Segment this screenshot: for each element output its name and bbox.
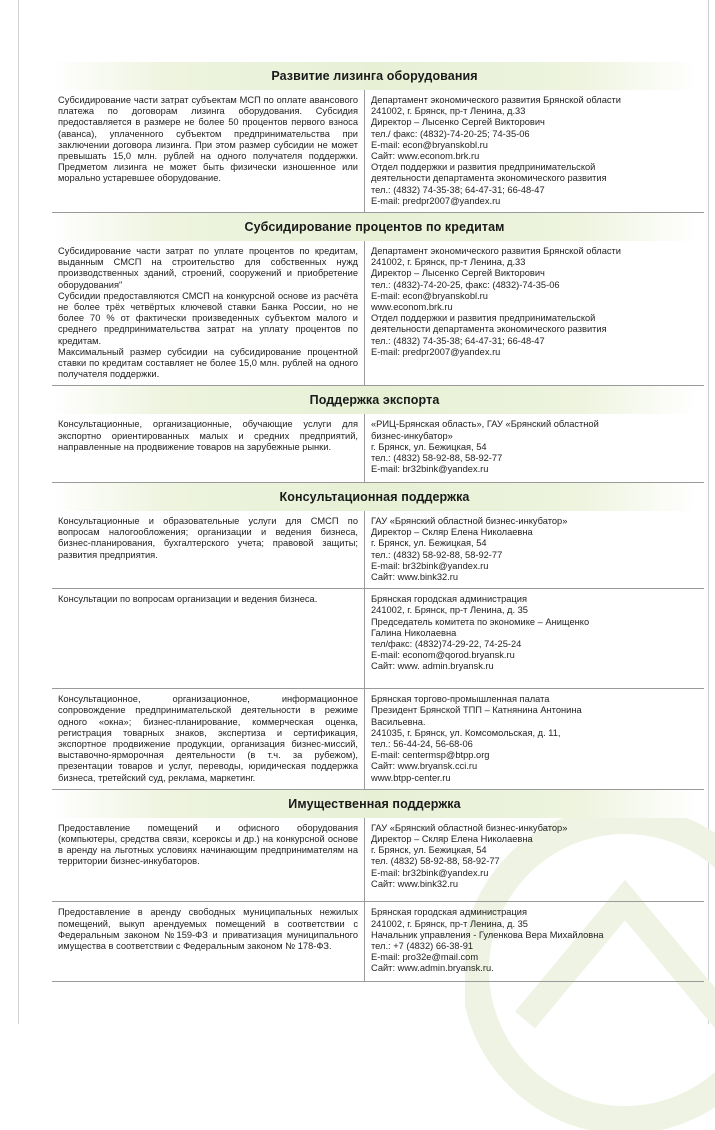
support-description bbox=[52, 414, 365, 482]
contact-line: тел/факс: (4832)74-29-22, 74-25-24 bbox=[371, 639, 522, 649]
contact-line: Директор – Лысенко Сергей Викторович bbox=[371, 268, 545, 279]
contact-line: 241002, г. Брянск, пр-т Ленина, д. 35 bbox=[371, 605, 528, 616]
contact-line: Директор – Скляр Елена Николаевна bbox=[371, 834, 533, 845]
section-title: Поддержка экспорта bbox=[309, 393, 440, 408]
contact-line: 241035, г. Брянск, ул. Комсомольская, д. 11, bbox=[371, 727, 561, 738]
section-table bbox=[52, 511, 704, 790]
support-description bbox=[52, 90, 365, 213]
contact-link[interactable]: Сайт: www.bink32.ru bbox=[371, 571, 459, 582]
contact-line: Галина Николаевна bbox=[371, 627, 457, 638]
contact-link[interactable]: E-mail: centermsp@btpp.org bbox=[371, 750, 490, 761]
table-row bbox=[52, 511, 704, 589]
contact-line: Департамент экономического развития Брянской области bbox=[371, 95, 621, 105]
contact-info bbox=[365, 689, 705, 790]
description-paragraph: Предоставление в аренду свободных муниципальных нежилых помещений, выкуп арендуемых помещений в соответствии с Федеральным законом №159-ФЗ и приватизация муниципального имущества в соответствии с Федеральным законом № 178-ФЗ. bbox=[58, 907, 358, 951]
contact-link[interactable]: Сайт: www.bink32.ru bbox=[371, 878, 459, 889]
contact-link[interactable]: E-mail: econom@qorod.bryansk.ru bbox=[371, 650, 515, 661]
contact-link[interactable]: E-mail: econ@bryanskobl.ru bbox=[371, 139, 488, 150]
contact-line: бизнес-инкубатор» bbox=[371, 430, 453, 441]
contact-link[interactable]: Сайт: www.bryansk.cci.ru bbox=[371, 761, 478, 772]
contact-line: тел.: (4832) 58-92-88, 58-92-77 bbox=[371, 453, 503, 464]
contact-line: г. Брянск, ул. Бежицкая, 54 bbox=[371, 538, 487, 549]
description-paragraph: Субсидии предоставляются СМСП на конкурсной основе из расчёта не более трёх четвёртых ключевой ставки Банка России, но не более 70 % от фактически произведенных субъектом малого и среднего предпринимательства затрат на уплату процентов по кредитам. bbox=[58, 290, 358, 346]
section-title: Субсидирование процентов по кредитам bbox=[244, 220, 505, 235]
contact-line: Брянская городская администрация bbox=[371, 907, 527, 918]
contact-line: тел.: (4832) 74-35-38; 64-47-31; 66-48-47 bbox=[371, 335, 545, 346]
description-paragraph: Субсидирование части затрат субъектам МСП по оплате авансового платежа по договорам лизинга оборудования. Субсидия предоставляется в размере не более 50 процентов первого взноса (аванса), уплаченного субъектом предпринимательства при заключении договора лизинга. При этом размер субсидии не может превышать 15,0 млн. рублей на одного получателя поддержки. Предметом лизинга не может быть физически изношенное или морально устаревшее оборудование. bbox=[58, 95, 358, 184]
support-description bbox=[52, 589, 365, 689]
table-row bbox=[52, 689, 704, 790]
contact-line: тел.: 56-44-24, 56-68-06 bbox=[371, 739, 473, 749]
contact-line: тел.: (4832) 58-92-88, 58-92-77 bbox=[371, 549, 503, 560]
contact-line: 241002, г. Брянск, пр-т Ленина, д.33 bbox=[371, 257, 526, 268]
section-title: Консультационная поддержка bbox=[279, 489, 470, 504]
contact-line: тел.: (4832) 74-35-38; 64-47-31; 66-48-47 bbox=[371, 184, 545, 195]
contact-info bbox=[365, 589, 705, 689]
contact-link[interactable]: www.econom.brk.ru bbox=[371, 302, 453, 313]
section-title: Развитие лизинга оборудования bbox=[271, 69, 478, 83]
contact-info bbox=[365, 511, 705, 589]
contact-line: тел.: (4832)-74-20-25, факс: (4832)-74-35-06 bbox=[371, 279, 560, 290]
section-table bbox=[52, 818, 704, 983]
contact-line: тел. (4832) 58-92-88, 58-92-77 bbox=[371, 856, 500, 867]
description-paragraph: Консультации по вопросам организации и ведения бизнеса. bbox=[58, 594, 318, 605]
table-row bbox=[52, 902, 704, 982]
description-paragraph: Консультационные и образовательные услуги для СМСП по вопросам налогообложения; организации и ведения бизнеса, бизнес-планирования, бухгалтерского учета; правовой защиты; развития предприятия. bbox=[58, 515, 358, 560]
contact-info bbox=[365, 90, 705, 213]
contact-link[interactable]: Сайт: www.econom.brk.ru bbox=[371, 151, 480, 162]
support-measures-list bbox=[52, 62, 697, 982]
contact-link[interactable]: E-mail: pro32e@mail.com bbox=[371, 952, 479, 963]
contact-link[interactable]: E-mail: econ@bryanskobl.ru bbox=[371, 290, 488, 301]
contact-line: Директор – Скляр Елена Николаевна bbox=[371, 527, 533, 538]
contact-line: Отдел поддержки и развития предпринимательской bbox=[371, 162, 596, 173]
contact-line: тел.: +7 (4832) 66-38-91 bbox=[371, 940, 474, 951]
contact-link[interactable]: E-mail: br32bink@yandex.ru bbox=[371, 867, 489, 878]
support-description bbox=[52, 511, 365, 589]
section-header bbox=[52, 62, 697, 90]
contact-link[interactable]: Сайт: www.admin.bryansk.ru. bbox=[371, 963, 494, 974]
section-title: Имущественная поддержка bbox=[288, 796, 461, 811]
contact-line: г. Брянск, ул. Бежицкая, 54 bbox=[371, 845, 487, 856]
contact-line: Начальник управления - Гуленкова Вера Михайловна bbox=[371, 929, 604, 940]
contact-line: «РИЦ-Брянская область», ГАУ «Брянский областной bbox=[371, 419, 599, 430]
page-right-rule bbox=[708, 0, 709, 1024]
contact-line: Департамент экономического развития Брянской области bbox=[371, 246, 621, 257]
section-table bbox=[52, 90, 704, 213]
table-row bbox=[52, 90, 704, 213]
contact-info bbox=[365, 241, 705, 386]
contact-link[interactable]: E-mail: predpr2007@yandex.ru bbox=[371, 346, 501, 357]
table-row bbox=[52, 414, 704, 482]
contact-line: Председатель комитета по экономике – Анищенко bbox=[371, 616, 590, 627]
description-paragraph: Максимальный размер субсидии на субсидирование процентной ставки по кредитам составляет не более 15,0 млн. рублей на одного получателя поддержки. bbox=[58, 346, 358, 380]
support-description bbox=[52, 902, 365, 982]
section-header bbox=[52, 213, 697, 241]
contact-line: г. Брянск, ул. Бежицкая, 54 bbox=[371, 441, 487, 452]
contact-line: ГАУ «Брянский областной бизнес-инкубатор» bbox=[371, 822, 568, 833]
support-description bbox=[52, 689, 365, 790]
contact-info bbox=[365, 818, 705, 902]
contact-line: тел./ факс: (4832)-74-20-25; 74-35-06 bbox=[371, 128, 530, 139]
contact-line: деятельности департамента экономического развития bbox=[371, 173, 607, 184]
section-header bbox=[52, 790, 697, 818]
table-row bbox=[52, 818, 704, 902]
contact-line: Брянская городская администрация bbox=[371, 594, 527, 605]
contact-info bbox=[365, 902, 705, 982]
contact-link[interactable]: www.btpp-center.ru bbox=[371, 772, 451, 783]
contact-link[interactable]: Сайт: www. admin.bryansk.ru bbox=[371, 661, 494, 672]
support-description bbox=[52, 818, 365, 902]
section-header bbox=[52, 483, 697, 511]
description-paragraph: Предоставление помещений и офисного оборудования (компьютеры, средства связи, ксерокcы и др.) на конкурсной основе в аренду на льготных условиях начинающим предпринимателям на территории бизнес-инкубаторов. bbox=[58, 822, 358, 867]
contact-line: 241002, г. Брянск, пр-т Ленина, д.33 bbox=[371, 106, 526, 117]
description-paragraph: Субсидирование части затрат по уплате процентов по кредитам, выданным СМСП на строительство для собственных нужд производственных зданий, строений, сооружений и приобретение оборудования" bbox=[58, 246, 358, 290]
description-paragraph: Консультационное, организационное, информационное сопровождение предпринимательской деятельности в режиме одного «окна»; бизнес-планирование, коммерческая оценка, регистрация товарных знаков, экспертиза и сертификация, экспортное продвижение продукции, организация бизнес-миссий, выставочно-ярморочная деятельности (в т.ч. за рубежом), презентации товаров и услуг, переводы, юридическая поддержка бизнеса, третейский суд, реклама, маркетинг. bbox=[58, 694, 358, 783]
support-description bbox=[52, 241, 365, 386]
table-row bbox=[52, 589, 704, 689]
table-row bbox=[52, 241, 704, 386]
contact-line: 241002, г. Брянск, пр-т Ленина, д. 35 bbox=[371, 918, 528, 929]
section-header bbox=[52, 386, 697, 414]
contact-line: Директор – Лысенко Сергей Викторович bbox=[371, 117, 545, 128]
contact-line: деятельности департамента экономического развития bbox=[371, 324, 607, 335]
contact-line: ГАУ «Брянский областной бизнес-инкубатор» bbox=[371, 515, 568, 526]
section-table bbox=[52, 241, 704, 386]
description-paragraph: Консультационные, организационные, обучающие услуги для экспортно ориентированных малых и средних предприятий, направленные на продвижение товаров на зарубежные рынки. bbox=[58, 419, 358, 452]
contact-link[interactable]: E-mail: br32bink@yandex.ru bbox=[371, 464, 489, 475]
contact-line: Васильевна. bbox=[371, 716, 426, 727]
contact-link[interactable]: E-mail: br32bink@yandex.ru bbox=[371, 560, 489, 571]
contact-line: Президент Брянской ТПП – Катнянина Антонина bbox=[371, 705, 582, 716]
contact-line: Отдел поддержки и развития предпринимательской bbox=[371, 313, 596, 324]
section-table bbox=[52, 414, 704, 483]
contact-link[interactable]: E-mail: predpr2007@yandex.ru bbox=[371, 195, 501, 206]
contact-line: Брянская торгово-промышленная палата bbox=[371, 694, 550, 705]
contact-info bbox=[365, 414, 705, 482]
page-left-rule bbox=[18, 0, 19, 1024]
